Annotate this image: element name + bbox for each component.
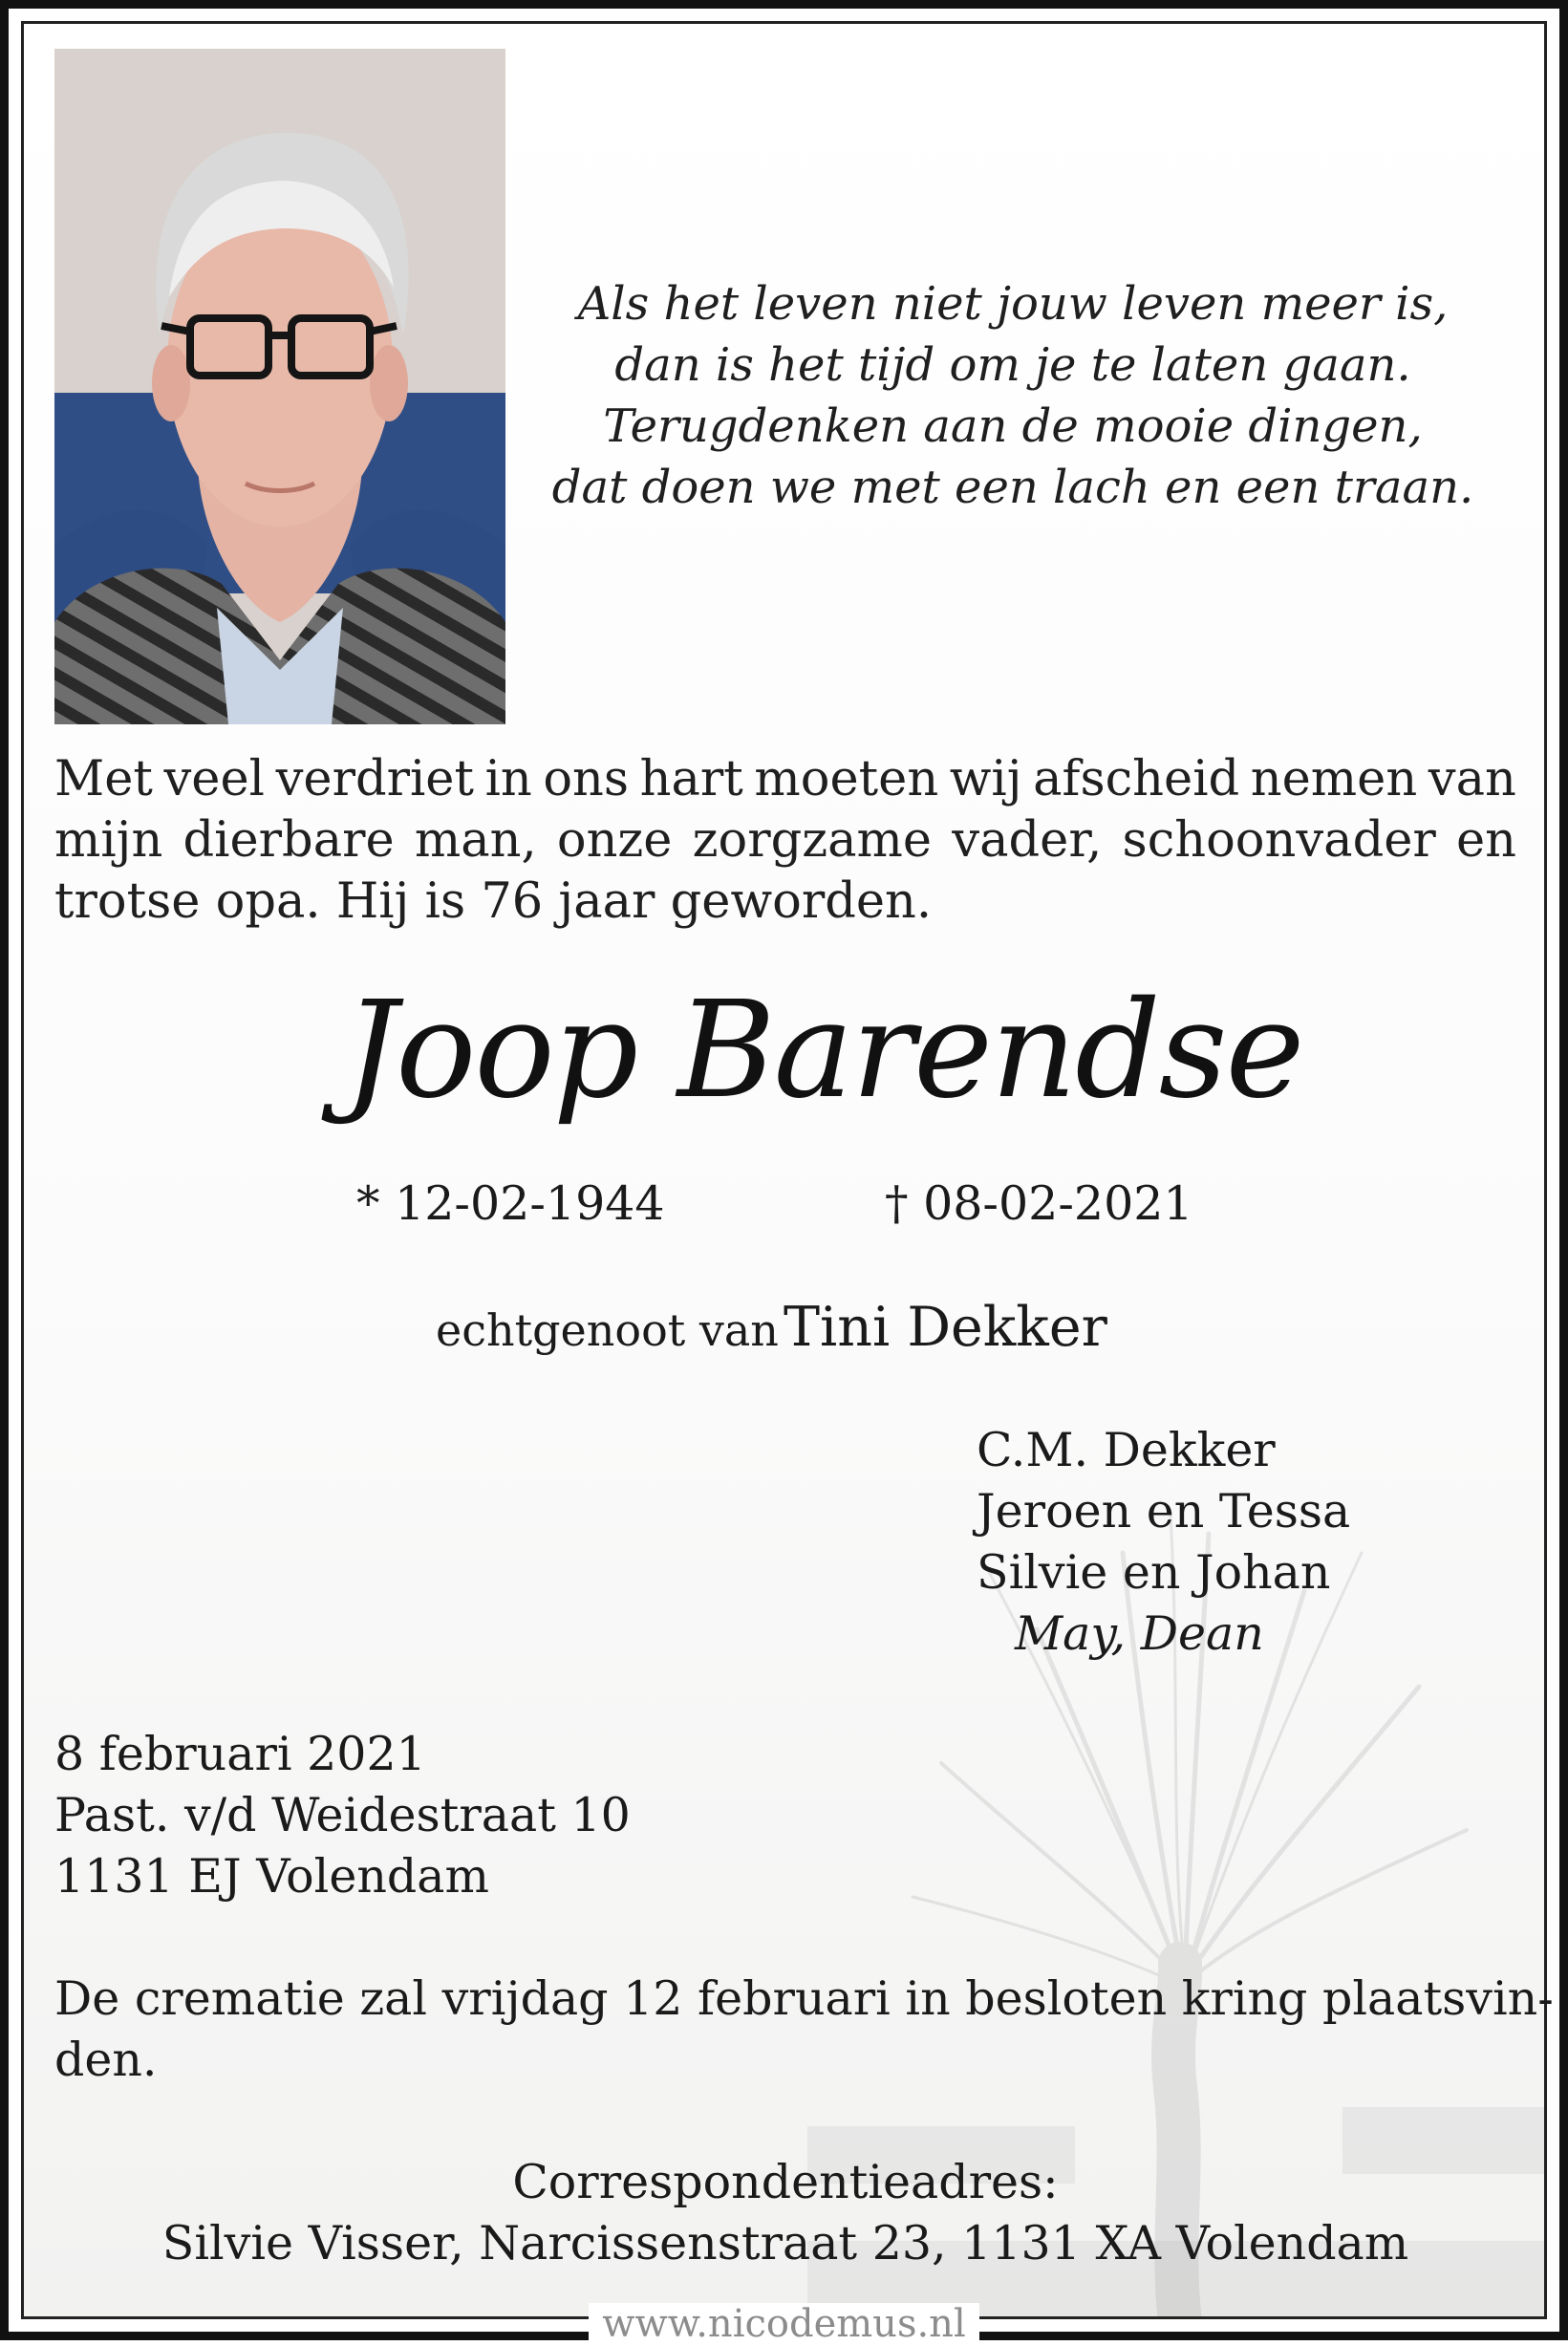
intro-word: vader, [952,812,1103,869]
cremation-notice [54,1969,1554,2091]
poem-line: Terugdenken aan de mooie dingen, [603,399,1423,453]
family-member: Jeroen en Tessa [977,1484,1351,1539]
intro-word: wij [949,751,1022,807]
intro-word: veel [163,751,265,807]
intro-word: dierbare [183,812,395,869]
intro-line-1 [54,749,1516,810]
intro-word: zorgzame [692,812,933,869]
intro-text [54,749,1516,933]
death-date: † 08-02-2021 [885,1176,1193,1231]
footer-url-text: www.nicodemus.nl [589,2303,979,2345]
intro-word: moeten [754,751,939,807]
intro-word: in [484,751,532,807]
intro-word: mijn [54,812,163,869]
spouse-line [436,1294,1107,1374]
spouse-name: Tini Dekker [784,1296,1107,1359]
intro-word: nemen [1250,751,1418,807]
intro-word: ons [543,751,630,807]
cremation-line: De crematie zal vrijdag 12 februari in besloten kring plaatsvin- [54,1971,1554,2026]
intro-word: en [1455,812,1516,869]
correspondence-label: Correspondentieadres: [512,2155,1059,2209]
home-address [54,1724,631,1907]
address-city: 1131 EJ Volendam [54,1849,489,1904]
cremation-line: den. [54,2033,158,2087]
poem-line: dat doen we met een lach en een traan. [551,461,1474,514]
poem-line: dan is het tijd om je te laten gaan. [614,338,1411,392]
spouse-prefix: echtgenoot van [436,1304,779,1356]
intro-word: Met [54,751,153,807]
family-list [977,1420,1350,1665]
correspondence-block [54,2152,1516,2274]
intro-word: verdriet [275,751,474,807]
deceased-name: Joop Barendse [344,973,1303,1129]
intro-word: hart [639,751,743,807]
correspondence-address: Silvie Visser, Narcissenstraat 23, 1131 XA Volendam [161,2216,1409,2271]
birth-date: * 12-02-1944 [356,1176,665,1231]
family-member: Silvie en Johan [977,1545,1331,1600]
intro-line-2 [54,810,1516,872]
address-date: 8 februari 2021 [54,1727,426,1781]
intro-word: man, [414,812,537,869]
poem-line: Als het leven niet jouw leven meer is, [577,277,1449,331]
portrait-photo [54,49,505,724]
memorial-poem [516,273,1510,518]
grandchildren: May, Dean [1015,1606,1264,1661]
family-member: C.M. Dekker [977,1423,1276,1477]
address-street: Past. v/d Weidestraat 10 [54,1788,631,1842]
intro-word: afscheid [1033,751,1240,807]
intro-word: onze [556,812,673,869]
intro-word: van [1428,751,1516,807]
intro-word: schoonvader [1122,812,1436,869]
intro-line-3: trotse opa. Hij is 76 jaar geworden. [54,873,933,930]
